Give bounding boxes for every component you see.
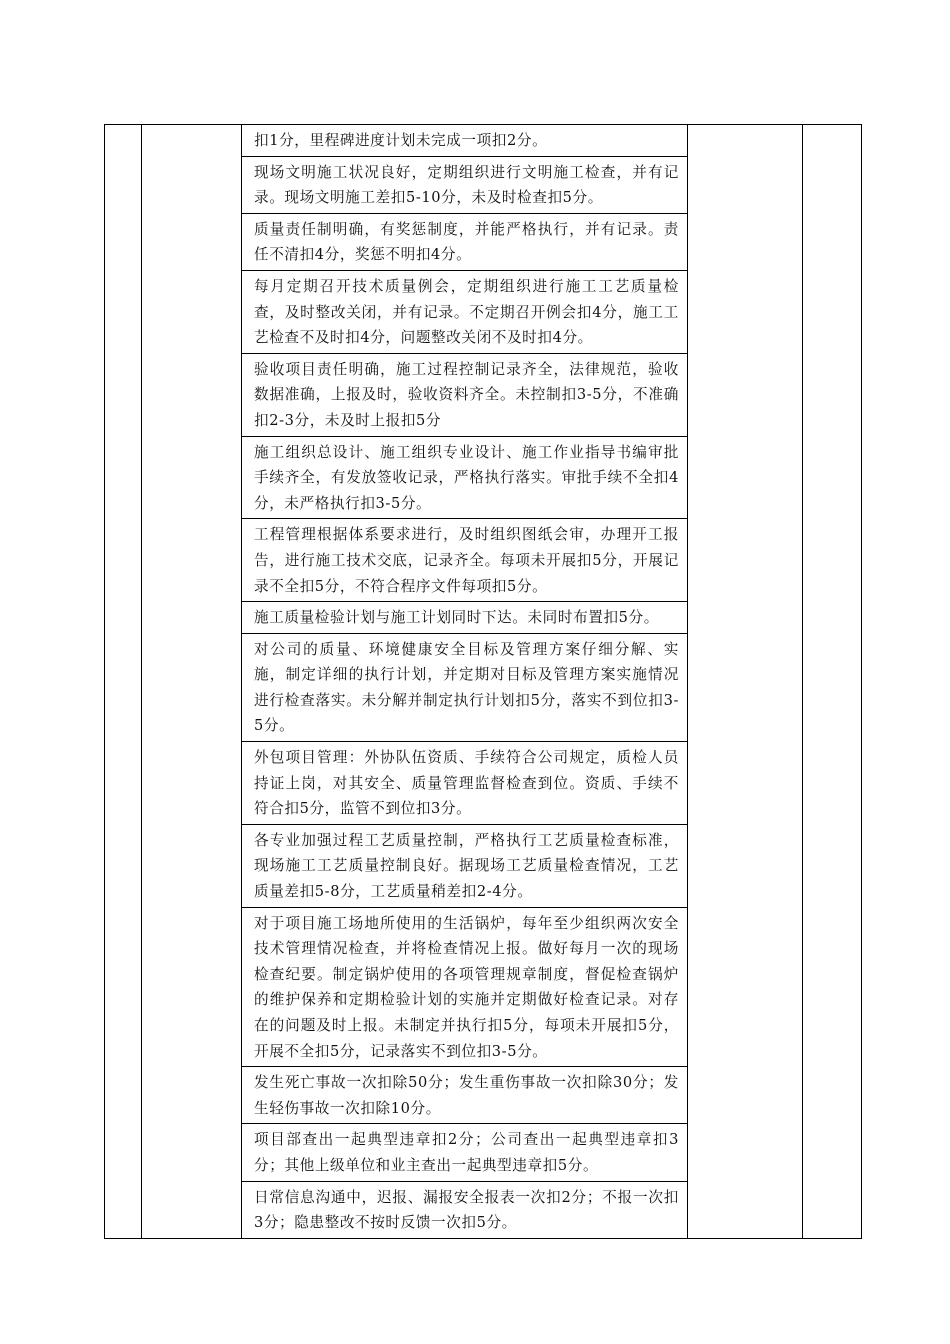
criteria-cell bbox=[242, 125, 688, 157]
table-row bbox=[105, 125, 862, 157]
criteria-cell bbox=[242, 353, 688, 436]
category-column-cell bbox=[142, 125, 242, 1239]
criteria-cell bbox=[242, 519, 688, 602]
criteria-text: 质量责任制明确，有奖惩制度，并能严格执行，并有记录。责任不清扣4分，奖惩不明扣4分。 bbox=[254, 220, 679, 264]
criteria-cell bbox=[242, 633, 688, 741]
criteria-text: 外包项目管理：外协队伍资质、手续符合公司规定，质检人员持证上岗，对其安全、质量管理监督检查到位。资质、手续不符合扣5分，监管不到位扣3分。 bbox=[254, 749, 679, 818]
criteria-cell bbox=[242, 1181, 688, 1238]
criteria-text: 现场文明施工状况良好，定期组织进行文明施工检查，并有记录。现场文明施工差扣5-10分，未及时检查扣5分。 bbox=[254, 163, 679, 207]
criteria-text: 验收项目责任明确，施工过程控制记录齐全，法律规范，验收数据准确，上报及时，验收资料齐全。未控制扣3-5分，不准确扣2-3分，未及时上报扣5分 bbox=[254, 360, 679, 429]
criteria-cell bbox=[242, 1067, 688, 1124]
index-column-cell bbox=[105, 125, 142, 1239]
criteria-cell bbox=[242, 436, 688, 519]
criteria-cell bbox=[242, 213, 688, 270]
criteria-text: 日常信息沟通中，迟报、漏报安全报表一次扣2分；不报一次扣3分；隐患整改不按时反馈一次扣5分。 bbox=[254, 1188, 679, 1232]
remark-column-cell bbox=[803, 125, 862, 1239]
criteria-cell bbox=[242, 907, 688, 1067]
score-column-cell bbox=[688, 125, 803, 1239]
criteria-cell bbox=[242, 602, 688, 634]
criteria-text: 发生死亡事故一次扣除50分；发生重伤事故一次扣除30分；发生轻伤事故一次扣除10分。 bbox=[254, 1074, 679, 1117]
criteria-text: 各专业加强过程工艺质量控制，严格执行工艺质量检查标准，现场施工工艺质量控制良好。据现场工艺质量检查情况，工艺质量差扣5-8分，工艺质量稍差扣2-4分。 bbox=[254, 831, 679, 901]
criteria-text: 对公司的质量、环境健康安全目标及管理方案仔细分解、实施，制定详细的执行计划，并定期对目标及管理方案实施情况进行检查落实。未分解并制定执行计划扣5分，落实不到位扣3-5分。 bbox=[254, 640, 679, 735]
criteria-cell bbox=[242, 156, 688, 213]
criteria-text: 扣1分，里程碑进度计划未完成一项扣2分。 bbox=[254, 132, 548, 149]
criteria-text: 项目部查出一起典型违章扣2分；公司查出一起典型违章扣3分；其他上级单位和业主查出一起典型违章扣5分。 bbox=[254, 1131, 679, 1174]
assessment-table bbox=[104, 124, 862, 1239]
criteria-text: 工程管理根据体系要求进行，及时组织图纸会审，办理开工报告，进行施工技术交底，记录齐全。每项未开展扣5分，开展记录不全扣5分，不符合程序文件每项扣5分。 bbox=[254, 526, 679, 595]
criteria-cell bbox=[242, 1124, 688, 1181]
criteria-cell bbox=[242, 270, 688, 353]
criteria-cell bbox=[242, 824, 688, 907]
criteria-text: 对于项目施工场地所使用的生活锅炉，每年至少组织两次安全技术管理情况检查，并将检查情况上报。做好每月一次的现场检查纪要。制定锅炉使用的各项管理规章制度，督促检查锅炉的维护保养和定期检验计划的实施并定期做好检查记录。对存在的问题及时上报。未制定并执行扣5分，每项未开展扣5分，开展不全扣5分，记录落实不到位扣3-5分。 bbox=[254, 914, 679, 1060]
criteria-text: 施工组织总设计、施工组织专业设计、施工作业指导书编审批手续齐全，有发放签收记录，严格执行落实。审批手续不全扣4分，未严格执行扣3-5分。 bbox=[254, 443, 679, 512]
criteria-text: 施工质量检验计划与施工计划同时下达。未同时布置扣5分。 bbox=[254, 609, 659, 627]
criteria-cell bbox=[242, 742, 688, 825]
criteria-text: 每月定期召开技术质量例会，定期组织进行施工工艺质量检查，及时整改关闭，并有记录。不定期召开例会扣4分，施工工艺检查不及时扣4分，问题整改关闭不及时扣4分。 bbox=[254, 277, 679, 347]
